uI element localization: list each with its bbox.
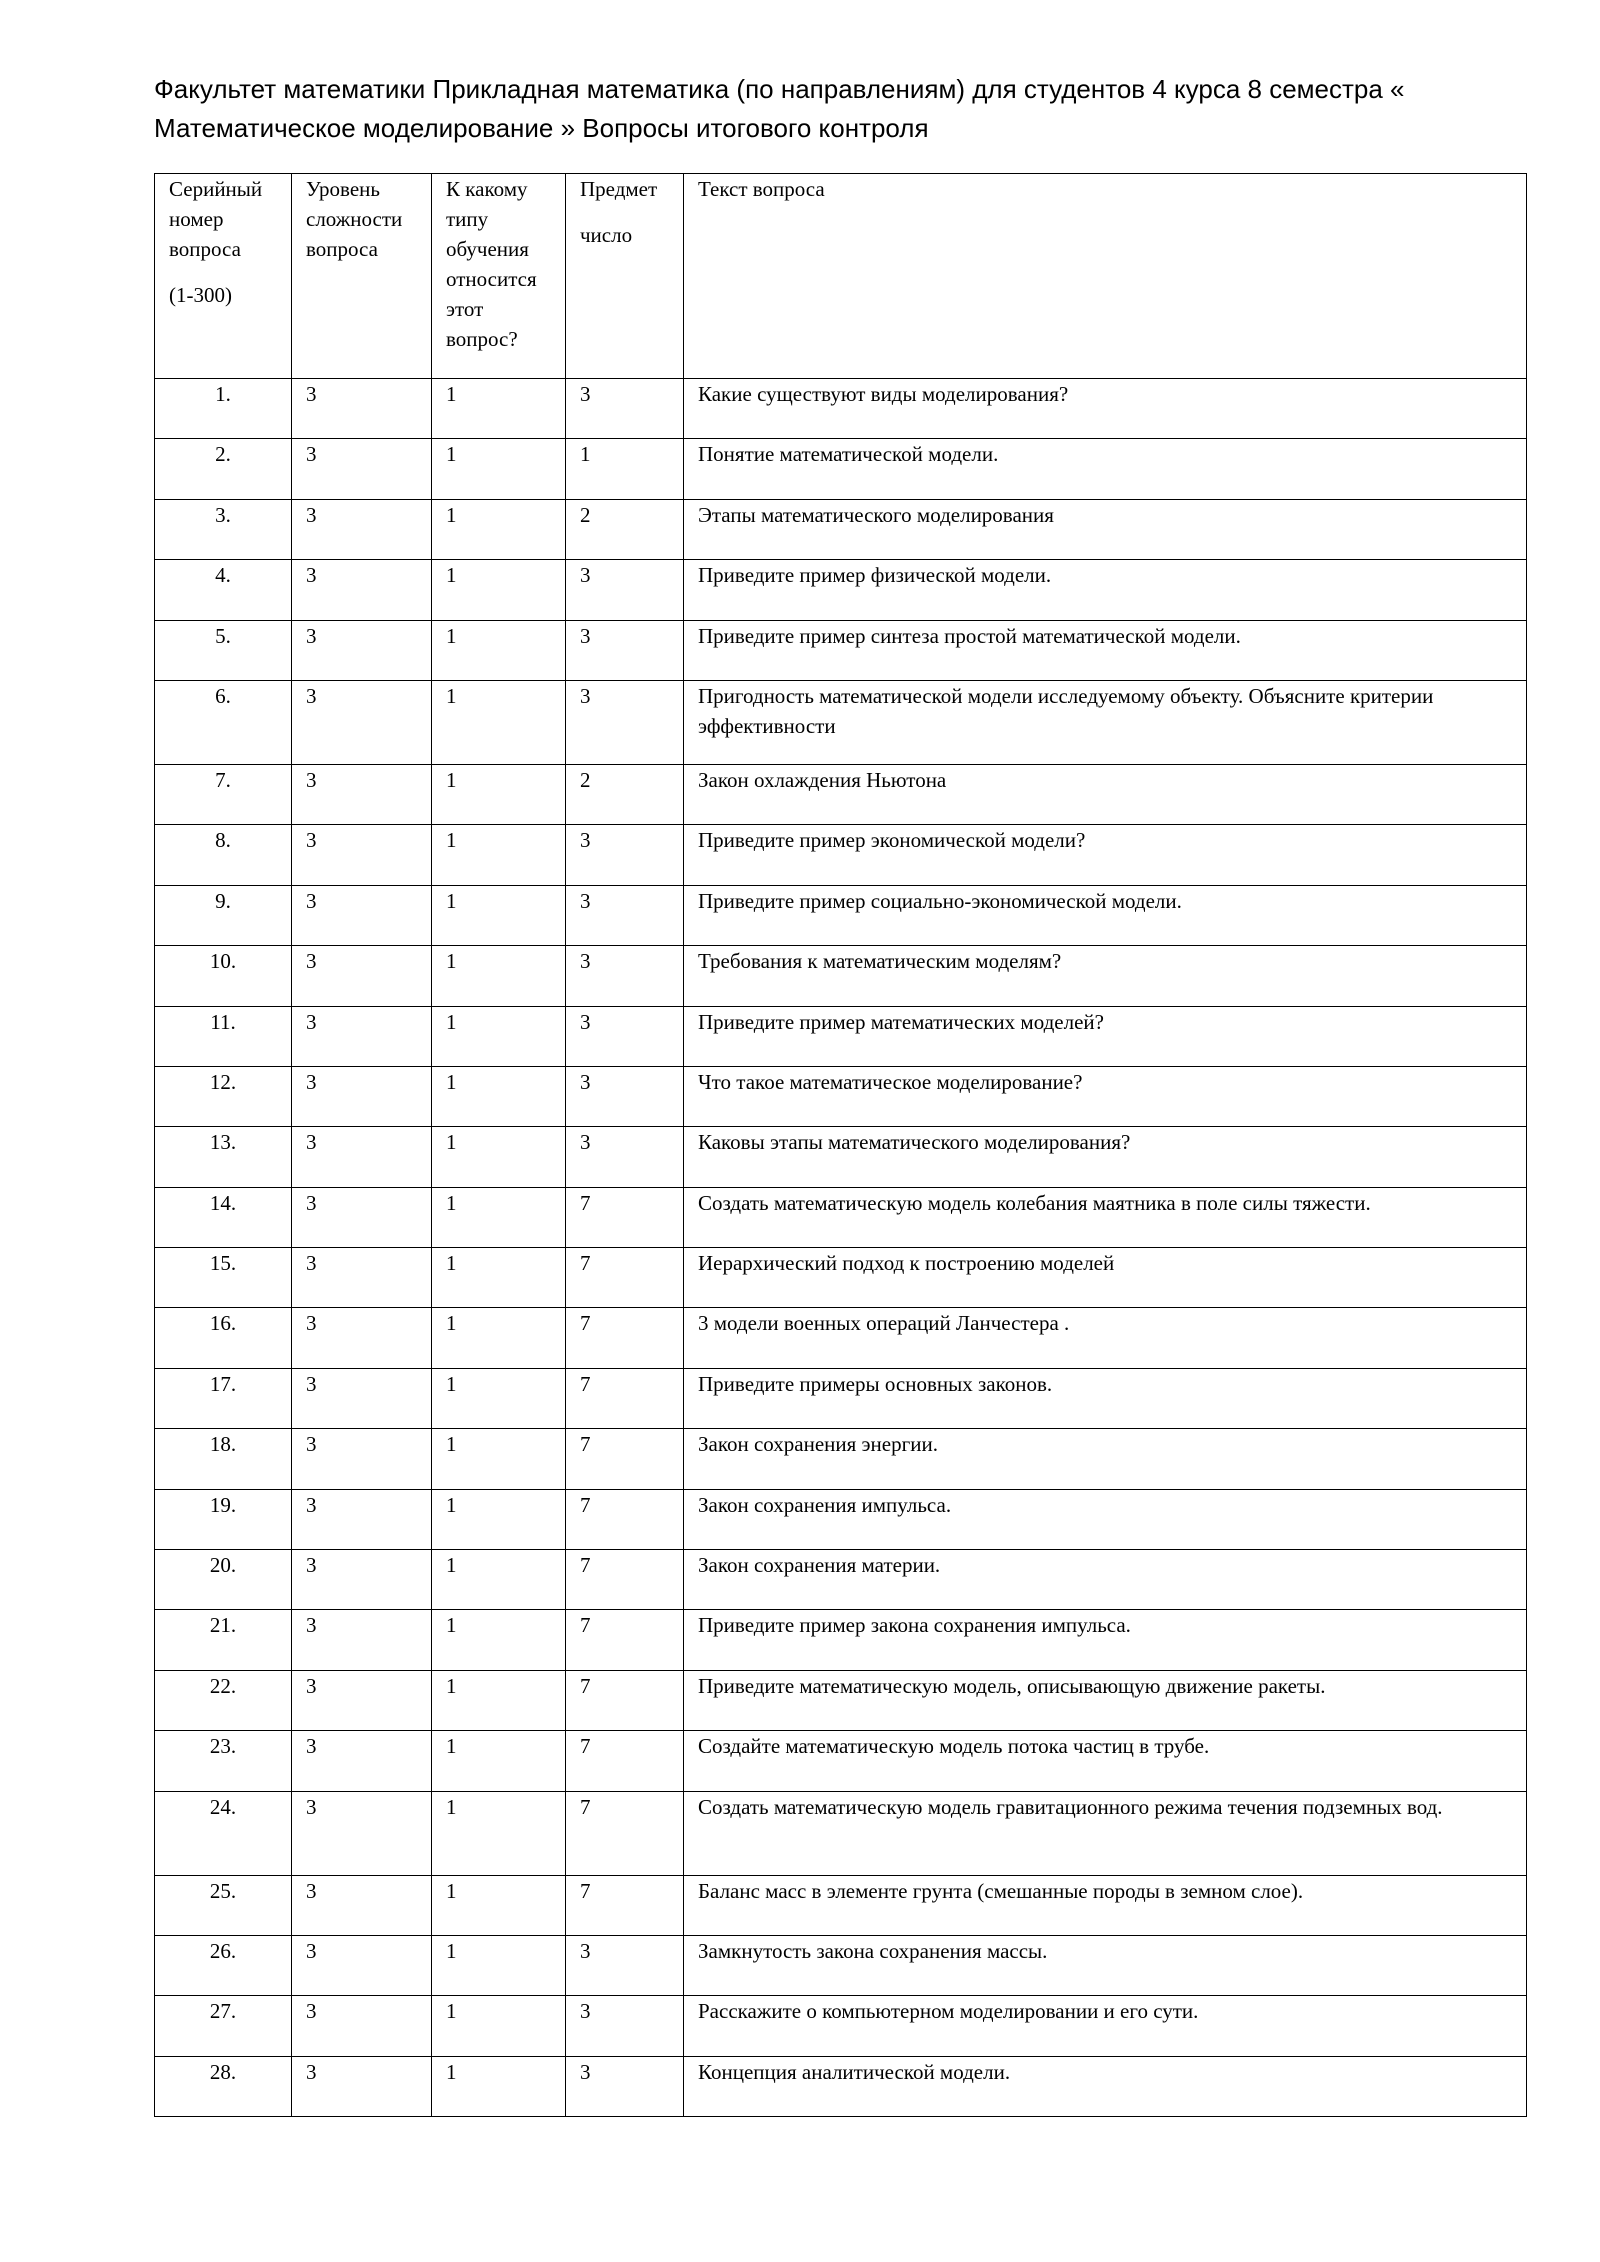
question-text-cell: Приведите пример экономической модели? bbox=[684, 825, 1527, 885]
learning-type-cell: 1 bbox=[432, 1308, 566, 1368]
table-row bbox=[155, 560, 1527, 620]
question-number-cell: 22. bbox=[155, 1670, 292, 1730]
header-type-line: вопрос? bbox=[446, 327, 518, 351]
header-type-line: типу bbox=[446, 207, 489, 231]
question-text-cell: Требования к математическим моделям? bbox=[684, 946, 1527, 1006]
table-row bbox=[155, 1248, 1527, 1308]
table-row bbox=[155, 1368, 1527, 1428]
table-row bbox=[155, 1875, 1527, 1935]
table-row bbox=[155, 1791, 1527, 1875]
subject-number-cell: 3 bbox=[566, 1006, 684, 1066]
question-text-cell: Приведите пример синтеза простой математической модели. bbox=[684, 620, 1527, 680]
difficulty-level-cell: 3 bbox=[292, 1308, 432, 1368]
subject-number-cell: 3 bbox=[566, 1935, 684, 1995]
table-row bbox=[155, 1996, 1527, 2056]
learning-type-cell: 1 bbox=[432, 1996, 566, 2056]
difficulty-level-cell: 3 bbox=[292, 885, 432, 945]
difficulty-level-cell: 3 bbox=[292, 1066, 432, 1126]
learning-type-cell: 1 bbox=[432, 560, 566, 620]
difficulty-level-cell: 3 bbox=[292, 379, 432, 439]
difficulty-level-cell: 3 bbox=[292, 825, 432, 885]
learning-type-cell: 1 bbox=[432, 680, 566, 764]
subject-number-cell: 2 bbox=[566, 764, 684, 824]
subject-number-cell: 3 bbox=[566, 680, 684, 764]
question-text-cell: Закон сохранения энергии. bbox=[684, 1429, 1527, 1489]
question-number-cell: 19. bbox=[155, 1489, 292, 1549]
subject-number-cell: 3 bbox=[566, 620, 684, 680]
subject-number-cell: 3 bbox=[566, 1066, 684, 1126]
question-text-cell: Что такое математическое моделирование? bbox=[684, 1066, 1527, 1126]
learning-type-cell: 1 bbox=[432, 825, 566, 885]
table-row bbox=[155, 1187, 1527, 1247]
header-question-number bbox=[155, 174, 292, 379]
learning-type-cell: 1 bbox=[432, 1550, 566, 1610]
learning-type-cell: 1 bbox=[432, 2056, 566, 2116]
learning-type-cell: 1 bbox=[432, 764, 566, 824]
learning-type-cell: 1 bbox=[432, 946, 566, 1006]
learning-type-cell: 1 bbox=[432, 1610, 566, 1670]
question-number-cell: 3. bbox=[155, 499, 292, 559]
learning-type-cell: 1 bbox=[432, 885, 566, 945]
question-number-cell: 11. bbox=[155, 1006, 292, 1066]
question-number-cell: 10. bbox=[155, 946, 292, 1006]
header-subject-number bbox=[566, 174, 684, 379]
learning-type-cell: 1 bbox=[432, 1187, 566, 1247]
table-row bbox=[155, 1308, 1527, 1368]
learning-type-cell: 1 bbox=[432, 620, 566, 680]
table-row bbox=[155, 1550, 1527, 1610]
header-type-line: относится bbox=[446, 267, 537, 291]
question-number-cell: 4. bbox=[155, 560, 292, 620]
questions-table-body bbox=[155, 379, 1527, 2117]
header-difficulty-level bbox=[292, 174, 432, 379]
question-text-cell: Приведите примеры основных законов. bbox=[684, 1368, 1527, 1428]
header-level-line: сложности bbox=[306, 207, 403, 231]
question-number-cell: 17. bbox=[155, 1368, 292, 1428]
question-number-cell: 14. bbox=[155, 1187, 292, 1247]
difficulty-level-cell: 3 bbox=[292, 1996, 432, 2056]
subject-number-cell: 2 bbox=[566, 499, 684, 559]
question-text-cell: Создать математическую модель гравитационного режима течения подземных вод. bbox=[684, 1791, 1527, 1875]
header-learning-type bbox=[432, 174, 566, 379]
question-text-cell: Баланс масс в элементе грунта (смешанные породы в земном слое). bbox=[684, 1875, 1527, 1935]
question-text-cell: Каковы этапы математического моделирования? bbox=[684, 1127, 1527, 1187]
question-number-cell: 13. bbox=[155, 1127, 292, 1187]
question-text-cell: Приведите математическую модель, описывающую движение ракеты. bbox=[684, 1670, 1527, 1730]
table-row bbox=[155, 764, 1527, 824]
question-text-cell: Приведите пример математических моделей? bbox=[684, 1006, 1527, 1066]
difficulty-level-cell: 3 bbox=[292, 1875, 432, 1935]
page-title bbox=[154, 70, 1494, 148]
difficulty-level-cell: 3 bbox=[292, 1006, 432, 1066]
learning-type-cell: 1 bbox=[432, 1368, 566, 1428]
question-text-cell: Замкнутость закона сохранения массы. bbox=[684, 1935, 1527, 1995]
question-number-cell: 1. bbox=[155, 379, 292, 439]
page-title-line-2: Математическое моделирование » Вопросы итогового контроля bbox=[154, 113, 929, 143]
question-text-cell: Понятие математической модели. bbox=[684, 439, 1527, 499]
header-number-line: вопроса bbox=[169, 237, 241, 261]
subject-number-cell: 3 bbox=[566, 560, 684, 620]
question-number-cell: 16. bbox=[155, 1308, 292, 1368]
difficulty-level-cell: 3 bbox=[292, 1368, 432, 1428]
subject-number-cell: 3 bbox=[566, 1996, 684, 2056]
question-number-cell: 23. bbox=[155, 1731, 292, 1791]
difficulty-level-cell: 3 bbox=[292, 1935, 432, 1995]
subject-number-cell: 7 bbox=[566, 1368, 684, 1428]
difficulty-level-cell: 3 bbox=[292, 1791, 432, 1875]
table-row bbox=[155, 439, 1527, 499]
question-text-cell: Закон охлаждения Ньютона bbox=[684, 764, 1527, 824]
table-row bbox=[155, 1731, 1527, 1791]
questions-table bbox=[154, 173, 1527, 2117]
header-number-line: номер bbox=[169, 207, 224, 231]
question-number-cell: 18. bbox=[155, 1429, 292, 1489]
learning-type-cell: 1 bbox=[432, 1875, 566, 1935]
question-text-cell: Какие существуют виды моделирования? bbox=[684, 379, 1527, 439]
question-number-cell: 12. bbox=[155, 1066, 292, 1126]
question-number-cell: 28. bbox=[155, 2056, 292, 2116]
difficulty-level-cell: 3 bbox=[292, 1127, 432, 1187]
learning-type-cell: 1 bbox=[432, 1066, 566, 1126]
table-row bbox=[155, 825, 1527, 885]
table-row bbox=[155, 1127, 1527, 1187]
question-text-cell: Концепция аналитической модели. bbox=[684, 2056, 1527, 2116]
difficulty-level-cell: 3 bbox=[292, 499, 432, 559]
subject-number-cell: 7 bbox=[566, 1187, 684, 1247]
question-number-cell: 20. bbox=[155, 1550, 292, 1610]
difficulty-level-cell: 3 bbox=[292, 560, 432, 620]
learning-type-cell: 1 bbox=[432, 1248, 566, 1308]
subject-number-cell: 3 bbox=[566, 946, 684, 1006]
question-number-cell: 21. bbox=[155, 1610, 292, 1670]
subject-number-cell: 7 bbox=[566, 1875, 684, 1935]
learning-type-cell: 1 bbox=[432, 1006, 566, 1066]
subject-number-cell: 7 bbox=[566, 1670, 684, 1730]
subject-number-cell: 7 bbox=[566, 1550, 684, 1610]
table-row bbox=[155, 1935, 1527, 1995]
table-row bbox=[155, 885, 1527, 945]
difficulty-level-cell: 3 bbox=[292, 1731, 432, 1791]
table-row bbox=[155, 379, 1527, 439]
subject-number-cell: 3 bbox=[566, 1127, 684, 1187]
subject-number-cell: 7 bbox=[566, 1308, 684, 1368]
table-row bbox=[155, 1066, 1527, 1126]
question-text-cell: Приведите пример социально-экономической модели. bbox=[684, 885, 1527, 945]
header-type-line: обучения bbox=[446, 237, 529, 261]
question-number-cell: 15. bbox=[155, 1248, 292, 1308]
question-text-cell: Пригодность математической модели исследуемому объекту. Объясните критерии эффективности bbox=[684, 680, 1527, 764]
table-row bbox=[155, 1489, 1527, 1549]
difficulty-level-cell: 3 bbox=[292, 1610, 432, 1670]
question-text-cell: Закон сохранения импульса. bbox=[684, 1489, 1527, 1549]
difficulty-level-cell: 3 bbox=[292, 764, 432, 824]
subject-number-cell: 7 bbox=[566, 1429, 684, 1489]
header-level-line: вопроса bbox=[306, 237, 378, 261]
learning-type-cell: 1 bbox=[432, 1429, 566, 1489]
question-number-cell: 6. bbox=[155, 680, 292, 764]
difficulty-level-cell: 3 bbox=[292, 439, 432, 499]
header-number-line: Серийный bbox=[169, 177, 263, 201]
header-type-line: этот bbox=[446, 297, 484, 321]
header-number-range: (1-300) bbox=[169, 283, 232, 307]
question-number-cell: 8. bbox=[155, 825, 292, 885]
question-number-cell: 24. bbox=[155, 1791, 292, 1875]
table-row bbox=[155, 2056, 1527, 2116]
header-subject-line: число bbox=[580, 223, 633, 247]
question-text-cell: Создать математическую модель колебания маятника в поле силы тяжести. bbox=[684, 1187, 1527, 1247]
subject-number-cell: 7 bbox=[566, 1489, 684, 1549]
subject-number-cell: 7 bbox=[566, 1610, 684, 1670]
question-text-cell: Закон сохранения материи. bbox=[684, 1550, 1527, 1610]
page-title-line-1: Факультет математики Прикладная математика (по направлениям) для студентов 4 курса 8 семестра « bbox=[154, 74, 1405, 104]
question-text-cell: Создайте математическую модель потока частиц в трубе. bbox=[684, 1731, 1527, 1791]
learning-type-cell: 1 bbox=[432, 439, 566, 499]
table-row bbox=[155, 1670, 1527, 1730]
question-text-cell: Расскажите о компьютерном моделировании и его сути. bbox=[684, 1996, 1527, 2056]
difficulty-level-cell: 3 bbox=[292, 1489, 432, 1549]
question-number-cell: 9. bbox=[155, 885, 292, 945]
subject-number-cell: 7 bbox=[566, 1791, 684, 1875]
table-row bbox=[155, 1006, 1527, 1066]
learning-type-cell: 1 bbox=[432, 499, 566, 559]
question-number-cell: 27. bbox=[155, 1996, 292, 2056]
table-row bbox=[155, 499, 1527, 559]
table-row bbox=[155, 620, 1527, 680]
learning-type-cell: 1 bbox=[432, 1731, 566, 1791]
question-number-cell: 7. bbox=[155, 764, 292, 824]
header-type-line: К какому bbox=[446, 177, 528, 201]
header-question-text: Текст вопроса bbox=[684, 174, 1527, 379]
question-text-cell: Приведите пример физической модели. bbox=[684, 560, 1527, 620]
question-text-cell: 3 модели военных операций Ланчестера . bbox=[684, 1308, 1527, 1368]
subject-number-cell: 3 bbox=[566, 885, 684, 945]
subject-number-cell: 7 bbox=[566, 1731, 684, 1791]
table-header-row bbox=[155, 174, 1527, 379]
learning-type-cell: 1 bbox=[432, 1489, 566, 1549]
question-text-cell: Приведите пример закона сохранения импульса. bbox=[684, 1610, 1527, 1670]
learning-type-cell: 1 bbox=[432, 1670, 566, 1730]
subject-number-cell: 3 bbox=[566, 825, 684, 885]
table-row bbox=[155, 1429, 1527, 1489]
question-number-cell: 26. bbox=[155, 1935, 292, 1995]
learning-type-cell: 1 bbox=[432, 379, 566, 439]
subject-number-cell: 1 bbox=[566, 439, 684, 499]
table-row bbox=[155, 946, 1527, 1006]
subject-number-cell: 3 bbox=[566, 379, 684, 439]
difficulty-level-cell: 3 bbox=[292, 1670, 432, 1730]
header-subject-line: Предмет bbox=[580, 177, 658, 201]
difficulty-level-cell: 3 bbox=[292, 680, 432, 764]
difficulty-level-cell: 3 bbox=[292, 1187, 432, 1247]
difficulty-level-cell: 3 bbox=[292, 2056, 432, 2116]
subject-number-cell: 7 bbox=[566, 1248, 684, 1308]
difficulty-level-cell: 3 bbox=[292, 1248, 432, 1308]
table-row bbox=[155, 680, 1527, 764]
difficulty-level-cell: 3 bbox=[292, 1550, 432, 1610]
question-text-cell: Иерархический подход к построению моделей bbox=[684, 1248, 1527, 1308]
header-level-line: Уровень bbox=[306, 177, 380, 201]
question-text-cell: Этапы математического моделирования bbox=[684, 499, 1527, 559]
learning-type-cell: 1 bbox=[432, 1127, 566, 1187]
subject-number-cell: 3 bbox=[566, 2056, 684, 2116]
learning-type-cell: 1 bbox=[432, 1935, 566, 1995]
question-number-cell: 25. bbox=[155, 1875, 292, 1935]
difficulty-level-cell: 3 bbox=[292, 1429, 432, 1489]
table-row bbox=[155, 1610, 1527, 1670]
question-number-cell: 5. bbox=[155, 620, 292, 680]
difficulty-level-cell: 3 bbox=[292, 946, 432, 1006]
question-number-cell: 2. bbox=[155, 439, 292, 499]
learning-type-cell: 1 bbox=[432, 1791, 566, 1875]
difficulty-level-cell: 3 bbox=[292, 620, 432, 680]
